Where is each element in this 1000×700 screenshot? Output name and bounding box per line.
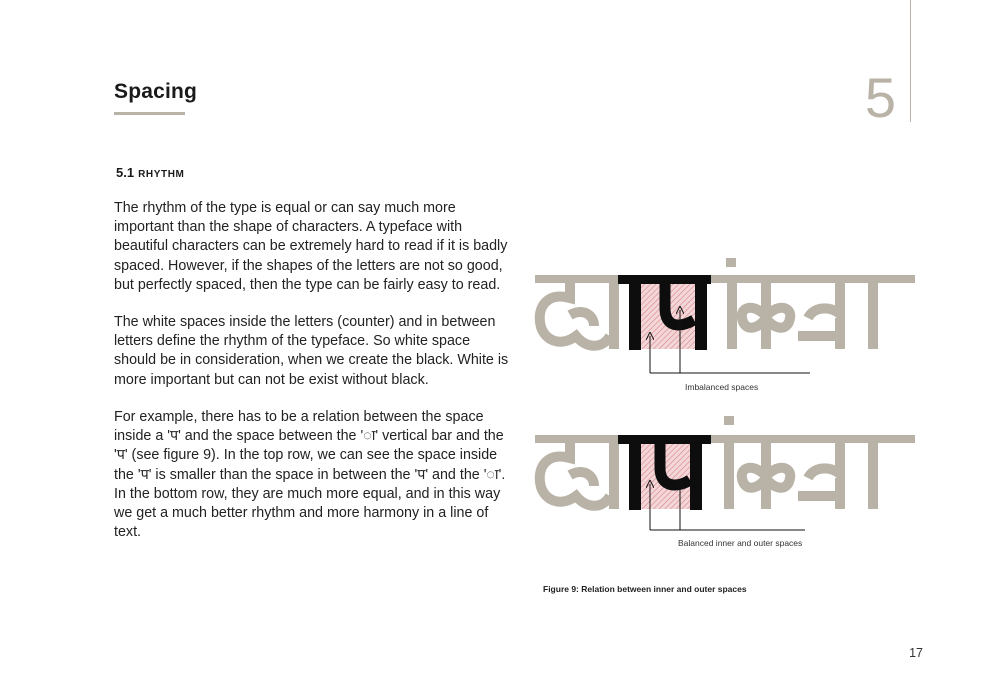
- balanced-label: Balanced inner and outer spaces: [678, 538, 803, 548]
- chapter-divider-rule: [910, 0, 911, 122]
- imbalanced-row: [535, 258, 915, 392]
- imbalanced-label: Imbalanced spaces: [685, 382, 759, 392]
- subsection-heading: [116, 165, 184, 180]
- balanced-row: [535, 416, 915, 548]
- paragraph-example: For example, there has to be a relation between the space inside a 'प' and the space between the 'ा' vertical bar and the 'प' (see figure 9). In the top row, we can see the space inside the 'प' is smaller than the space in between the 'प' and the 'ा'. In the bottom row, they are much more equal, and in this way we get a much better rhythm and more harmony in a line of text.: [114, 409, 506, 541]
- page-title: Spacing: [114, 80, 198, 103]
- subsection-title: RHYTHM: [138, 169, 185, 180]
- title-underline: [114, 112, 185, 115]
- paragraph-rhythm-intro: The rhythm of the type is equal or can say much more important than the shape of characters. A typeface with beautiful characters can be extremely hard to read if it is badly spaced. However, if the shapes of the letters are not so good, but perfectly spaced, then the type can be fairly easy to read.: [114, 200, 508, 293]
- figure-caption: Figure 9: Relation between inner and outer spaces: [543, 584, 747, 594]
- paragraph-white-space: The white spaces inside the letters (counter) and in between letters define the rhythm of the typeface. So white space should be in consideration, when we create the black. White is more important but can not be exist without black.: [114, 314, 509, 388]
- spacing-figure: [530, 240, 930, 570]
- chapter-number: 5: [864, 66, 896, 129]
- page-number: 17: [909, 646, 923, 660]
- subsection-number: 5.1: [116, 165, 135, 180]
